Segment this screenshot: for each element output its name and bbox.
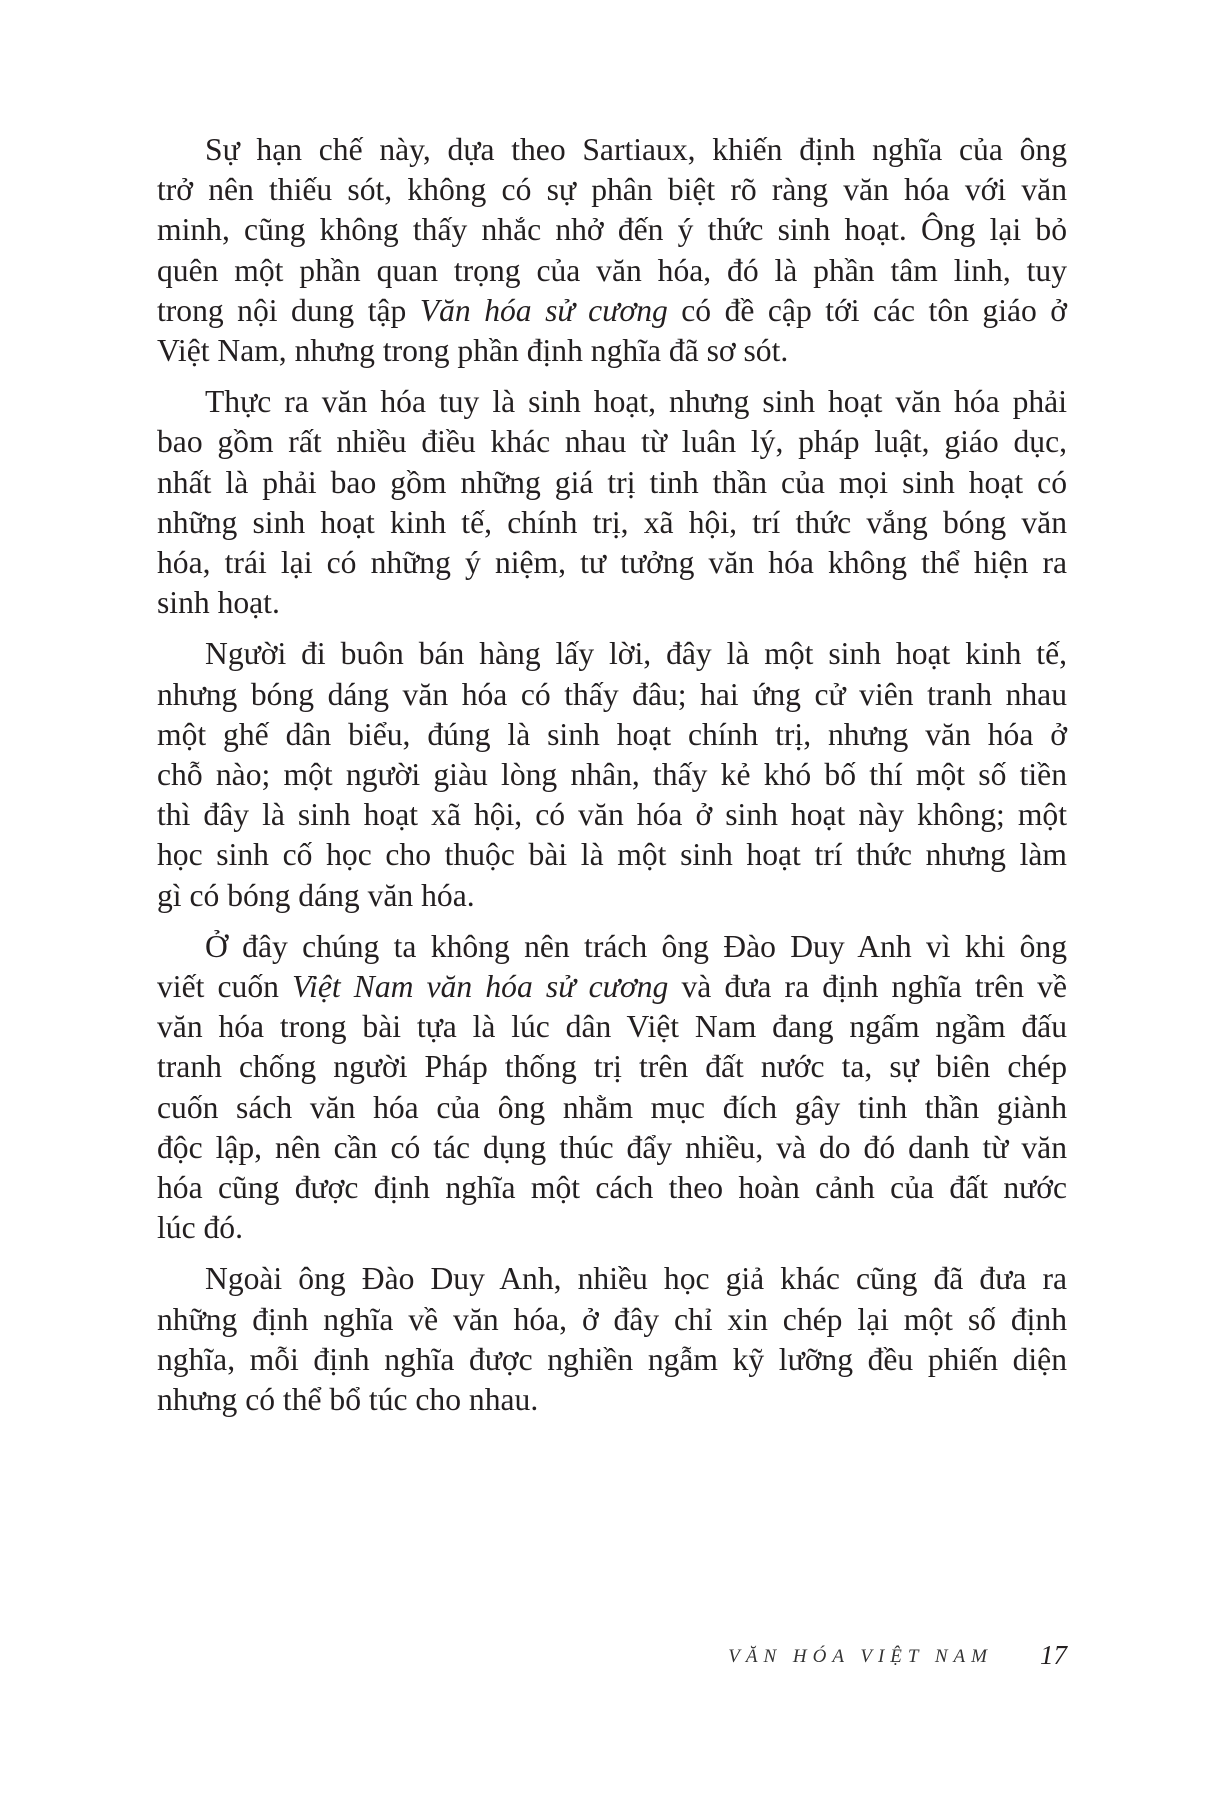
text-line (157, 1088, 1067, 1128)
body-text (157, 130, 1067, 1431)
text-line (157, 170, 1067, 210)
text-run: trở nên thiếu sót, không có sự phân biệt rõ ràng văn hóa với văn (157, 172, 1067, 208)
text-run: lúc đó. (157, 1210, 243, 1246)
book-title: Việt Nam văn hóa sử cương (292, 969, 669, 1005)
text-line (157, 967, 1067, 1007)
text-line (157, 1128, 1067, 1168)
text-run: trong nội dung tập (157, 292, 420, 328)
text-run: có đề cập tới các tôn giáo ở (667, 292, 1067, 328)
text-run: nghĩa, mỗi định nghĩa được nghiền ngẫm kỹ lưỡng đều phiến diện (157, 1341, 1067, 1377)
text-line (157, 251, 1067, 291)
text-run: Việt Nam, nhưng trong phần định nghĩa đã sơ sót. (157, 333, 789, 369)
text-run: viết cuốn (157, 969, 293, 1005)
page-footer (0, 1640, 1221, 1680)
text-run: Sự hạn chế này, dựa theo Sartiaux, khiến định nghĩa của ông (205, 132, 1067, 167)
text-line (157, 382, 1067, 422)
text-line (157, 503, 1067, 543)
text-line (157, 755, 1067, 795)
text-run: nhưng bóng dáng văn hóa có thấy đâu; hai ứng cử viên tranh nhau (157, 676, 1067, 712)
text-line (157, 291, 1067, 331)
book-title: Văn hóa sử cương (419, 292, 668, 328)
text-line (157, 1168, 1067, 1208)
text-run: nhất là phải bao gồm những giá trị tinh thần của mọi sinh hoạt có (157, 464, 1067, 500)
text-line (157, 1208, 1067, 1248)
text-run: sinh hoạt. (157, 585, 280, 621)
text-line (157, 422, 1067, 462)
text-run: thì đây là sinh hoạt xã hội, có văn hóa ở sinh hoạt này không; một (157, 797, 1067, 833)
text-run: bao gồm rất nhiều điều khác nhau từ luân lý, pháp luật, giáo dục, (157, 424, 1067, 460)
text-run: hóa cũng được định nghĩa một cách theo hoàn cảnh của đất nước (157, 1170, 1067, 1206)
text-line (157, 835, 1067, 875)
text-line (157, 1047, 1067, 1087)
text-run: quên một phần quan trọng của văn hóa, đó là phần tâm linh, tuy (157, 252, 1067, 288)
text-run: những sinh hoạt kinh tế, chính trị, xã hội, trí thức vắng bóng văn (157, 504, 1067, 540)
text-line (157, 927, 1067, 967)
text-run: gì có bóng dáng văn hóa. (157, 877, 475, 913)
text-run: Ngoài ông Đào Duy Anh, nhiều học giả khác cũng đã đưa ra (205, 1261, 1067, 1297)
text-line (157, 583, 1067, 623)
text-line (157, 634, 1067, 674)
text-run: Thực ra văn hóa tuy là sinh hoạt, nhưng sinh hoạt văn hóa phải (205, 384, 1067, 420)
text-line (157, 331, 1067, 371)
text-run: một ghế dân biểu, đúng là sinh hoạt chính trị, nhưng văn hóa ở (157, 716, 1067, 752)
text-line (157, 715, 1067, 755)
text-run: và đưa ra định nghĩa trên về (668, 969, 1067, 1005)
text-run: nhưng có thể bổ túc cho nhau. (157, 1382, 539, 1418)
text-line (157, 876, 1067, 916)
text-run: Ở đây chúng ta không nên trách ông Đào Duy Anh vì khi ông (205, 928, 1067, 964)
text-run: chỗ nào; một người giàu lòng nhân, thấy kẻ khó bố thí một số tiền (157, 757, 1067, 793)
text-run: hóa, trái lại có những ý niệm, tư tưởng văn hóa không thể hiện ra (157, 545, 1067, 581)
text-line (157, 1340, 1067, 1380)
text-run: tranh chống người Pháp thống trị trên đất nước ta, sự biên chép (157, 1049, 1067, 1085)
text-line (157, 543, 1067, 583)
paragraph (157, 382, 1067, 623)
text-line (157, 130, 1067, 170)
text-line (157, 675, 1067, 715)
paragraph (157, 1259, 1067, 1420)
text-run: cuốn sách văn hóa của ông nhằm mục đích gây tinh thần giành (157, 1089, 1067, 1125)
text-line (157, 1300, 1067, 1340)
page-number: 17 (1040, 1640, 1067, 1670)
text-line (157, 795, 1067, 835)
text-run: độc lập, nên cần có tác dụng thúc đẩy nhiều, và do đó danh từ văn (157, 1129, 1067, 1165)
text-line (157, 463, 1067, 503)
paragraph (157, 634, 1067, 915)
text-line (157, 210, 1067, 250)
running-head: VĂN HÓA VIỆT NAM (728, 1646, 993, 1667)
text-run: học sinh cố học cho thuộc bài là một sinh hoạt trí thức nhưng làm (157, 837, 1067, 873)
text-line (157, 1259, 1067, 1299)
text-run: những định nghĩa về văn hóa, ở đây chỉ xin chép lại một số định (157, 1301, 1067, 1337)
paragraph (157, 927, 1067, 1249)
text-run: Người đi buôn bán hàng lấy lời, đây là một sinh hoạt kinh tế, (205, 636, 1067, 672)
text-line (157, 1007, 1067, 1047)
text-run: minh, cũng không thấy nhắc nhở đến ý thức sinh hoạt. Ông lại bỏ (157, 212, 1067, 248)
paragraph (157, 130, 1067, 371)
text-run: văn hóa trong bài tựa là lúc dân Việt Nam đang ngấm ngầm đấu (157, 1009, 1067, 1045)
text-line (157, 1380, 1067, 1420)
